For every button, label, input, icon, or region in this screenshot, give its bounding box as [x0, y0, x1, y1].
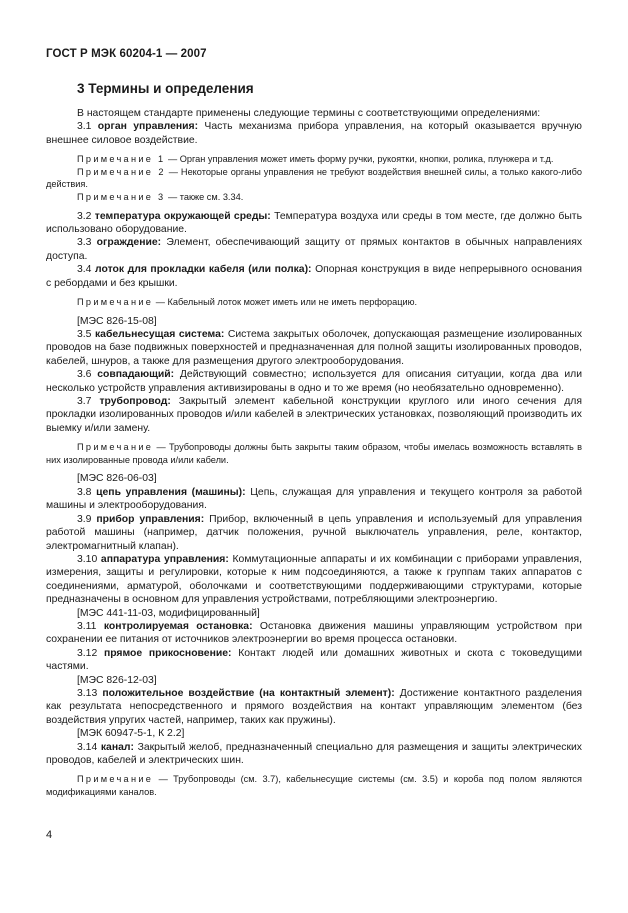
- term-3-11: 3.11 контролируемая остановка: Остановка движения машины управляющим устройством при сохранении ее питания от источников электроэнергии во время процесса остановки.: [46, 620, 583, 646]
- intro-paragraph: В настоящем стандарте применены следующие термины с соответствующими определениями:: [77, 108, 541, 119]
- term-3-7: 3.7 трубопровод: Закрытый элемент кабельной конструкции круглого или иного сечения для прокладки изолированных проводов и/или кабелей в электрических установках, позволяющий производить их выемку и/или замену.: [46, 396, 582, 434]
- term-3-10: 3.10 аппаратура управления: Коммутационные аппараты и их комбинации с приборами управления, измерения, защиты и регулировки, которые к ним подсоединяются, а также к группам таких аппаратов с соединениями, арматурой, оболочками и соответствующими поддерживающими структурами, которые предназначены в основном для управления устройствами, потребляющими электроэнергию.: [46, 553, 582, 606]
- term-3-2: 3.2 температура окружающей среды: Температура воздуха или среды в том месте, где должно быть использовано оборудование.: [46, 210, 582, 235]
- reference-3-13: [МЭК 60947-5-1, К 2.2]: [77, 728, 185, 740]
- term-3-9: 3.9 прибор управления: Прибор, включенный в цепь управления и используемый для управления работой машины (например, датчик положения, ручной выключатель управления, реле, контактор, электромагнитный клапан).: [46, 513, 583, 552]
- note-3-14: Примечание — Трубопроводы (см. 3.7), кабельнесущие системы (см. 3.5) и короба под полом являются модификациями каналов.: [46, 774, 582, 797]
- reference-3-4: [МЭС 826-15-08]: [77, 315, 157, 327]
- note-3-1-1: Примечание 1 — Орган управления может иметь форму ручки, рукоятки, кнопки, ролика, плунжера и т.д.: [77, 154, 554, 165]
- reference-3-10: [МЭС 441-11-03, модифицированный]: [77, 607, 260, 619]
- note-3-1-3: Примечание 3 — также см. 3.34.: [77, 192, 244, 202]
- term-3-1: 3.1 орган управления: Часть механизма прибора управления, на который оказывается вручную внешнее силовое воздействие.: [46, 121, 582, 146]
- reference-3-12: [МЭС 826-12-03]: [77, 674, 157, 686]
- term-3-14: 3.14 канал: Закрытый желоб, предназначенный специально для размещения и защиты электрических проводов, кабелей и электрических шин.: [46, 741, 582, 766]
- term-3-8: 3.8 цепь управления (машины): Цепь, служащая для управления и текущего контроля за работой машины и электрооборудования.: [46, 486, 582, 512]
- note-3-4: Примечание — Кабельный лоток может иметь или не иметь перфорацию.: [77, 297, 418, 308]
- term-3-3: 3.3 ограждение: Элемент, обеспечивающий защиту от прямых контактов в обычных направлениях доступа.: [46, 237, 583, 262]
- term-3-5: 3.5 кабельнесущая система: Система закрытых оболочек, допускающая размещение изолированных проводов на базе подвижных поверхностей и предназначенная для полной защиты изолированных проводов, кабелей, шнуров, а также для размещения другого электрооборудования.: [46, 329, 583, 367]
- reference-3-7: [МЭС 826-06-03]: [77, 473, 157, 485]
- section-title: 3 Термины и определения: [77, 81, 254, 96]
- term-3-13: 3.13 положительное воздействие (на контактный элемент): Достижение контактного разделения как результата непосредственного и прямого воздействия на контакт управляющим элементом (без воздействия упругих частей, например, таких как пружины).: [46, 687, 583, 726]
- document-header: ГОСТ Р МЭК 60204-1 — 2007: [46, 48, 207, 60]
- body-text: [46, 107, 582, 799]
- note-3-1-2: Примечание 2 — Некоторые органы управления не требуют воздействия внешней силы, а только какого-либо действия.: [46, 166, 582, 190]
- term-3-12: 3.12 прямое прикосновение: Контакт людей или домашних животных и скота с токоведущими частями.: [46, 647, 583, 673]
- note-3-7: Примечание — Трубопроводы должны быть закрыты таким образом, чтобы имелась возможность вставлять в них изолированные провода и/или кабели.: [46, 442, 582, 465]
- page-number: 4: [46, 829, 53, 841]
- term-3-4: 3.4 лоток для прокладки кабеля (или полка): Опорная конструкция в виде непрерывного основания с ребордами и без крышки.: [46, 264, 583, 289]
- term-3-6: 3.6 совпадающий: Действующий совместно; используется для описания ситуации, когда два или несколько устройств управления активизированы в одно и то же время (но необязательно одновременно).: [46, 369, 583, 394]
